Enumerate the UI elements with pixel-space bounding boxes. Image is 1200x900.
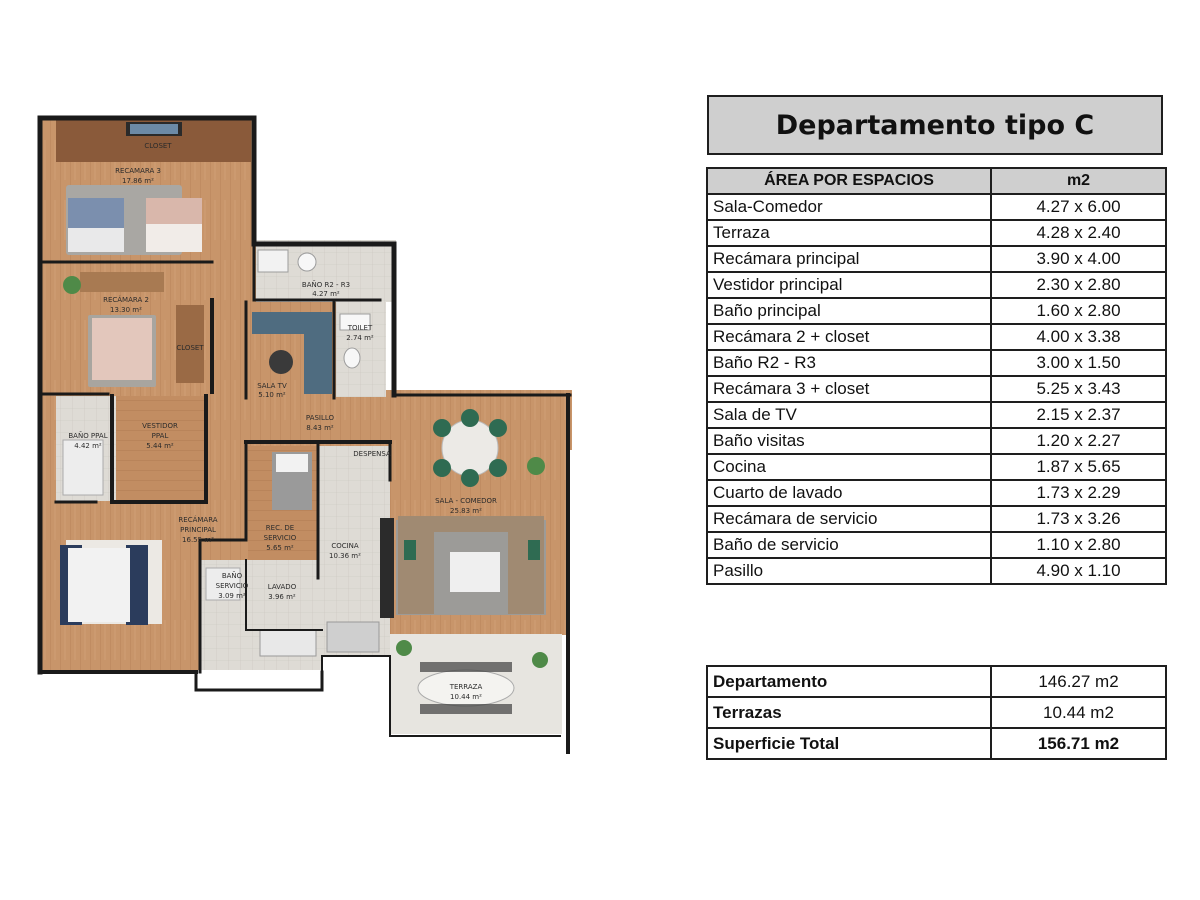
plan-label-rec3: RECAMARA 3: [115, 167, 161, 175]
plan-label-despensa: DESPENSA: [353, 450, 391, 458]
row-value: 1.20 x 2.27: [991, 428, 1166, 454]
table-row: [707, 220, 1166, 246]
plan-label-closet-side: CLOSET: [176, 344, 204, 352]
plan-label-recppal: RECÁMARA: [178, 516, 218, 524]
row-value: 2.15 x 2.37: [991, 402, 1166, 428]
totals-table: [706, 665, 1167, 760]
plan-label-recppal-2: PRINCIPAL: [180, 526, 216, 534]
totals-value: 156.71 m2: [991, 728, 1166, 759]
areas-header-label: ÁREA POR ESPACIOS: [707, 168, 991, 194]
plan-area-toilet: 2.74 m²: [346, 334, 374, 342]
plan-area-pasillo: 8.43 m²: [306, 424, 334, 432]
plan-area-recserv: 5.65 m²: [266, 544, 294, 552]
row-label: Cuarto de lavado: [707, 480, 991, 506]
table-row: [707, 402, 1166, 428]
plan-label-banoserv: BAÑO: [221, 572, 243, 580]
row-label: Recámara principal: [707, 246, 991, 272]
plan-area-salatv: 5.10 m²: [258, 391, 286, 399]
plan-label-toilet: TOILET: [347, 324, 373, 332]
totals-row-departamento: [707, 666, 1166, 697]
plan-area-banoserv: 3.09 m²: [218, 592, 246, 600]
totals-label: Departamento: [707, 666, 991, 697]
row-value: 4.28 x 2.40: [991, 220, 1166, 246]
totals-label: Superficie Total: [707, 728, 991, 759]
row-value: 1.73 x 3.26: [991, 506, 1166, 532]
plan-label-recserv: REC. DE: [265, 524, 295, 532]
row-label: Baño visitas: [707, 428, 991, 454]
row-value: 3.00 x 1.50: [991, 350, 1166, 376]
plan-label-recserv-2: SERVICIO: [263, 534, 297, 542]
plan-label-bano-r2r3: BAÑO R2 - R3: [301, 281, 351, 289]
row-value: 3.90 x 4.00: [991, 246, 1166, 272]
row-value: 1.60 x 2.80: [991, 298, 1166, 324]
plan-label-rec2: RECÁMARA 2: [103, 296, 149, 304]
row-label: Sala de TV: [707, 402, 991, 428]
plan-label-terraza: TERRAZA: [449, 683, 483, 691]
page-title-box: [707, 95, 1163, 155]
plan-label-vestidor-2: PPAL: [151, 432, 169, 440]
plan-area-cocina: 10.36 m²: [329, 552, 361, 560]
row-value: 5.25 x 3.43: [991, 376, 1166, 402]
table-row: [707, 324, 1166, 350]
plan-label-cocina: COCINA: [331, 542, 359, 550]
totals-label: Terrazas: [707, 697, 991, 728]
row-label: Sala-Comedor: [707, 194, 991, 220]
row-label: Baño de servicio: [707, 532, 991, 558]
plan-label-closet-top: CLOSET: [144, 142, 172, 150]
plan-area-recppal: 16.55 m²: [182, 536, 214, 544]
plan-label-pasillo: PASILLO: [305, 414, 335, 422]
row-label: Recámara de servicio: [707, 506, 991, 532]
row-label: Cocina: [707, 454, 991, 480]
totals-row-superficie-total: [707, 728, 1166, 759]
plan-label-salatv: SALA TV: [257, 382, 287, 390]
plan-area-rec2: 13.30 m²: [110, 306, 142, 314]
areas-header-value: m2: [991, 168, 1166, 194]
plan-area-vestidor: 5.44 m²: [146, 442, 174, 450]
plan-label-banoppal: BAÑO PPAL: [68, 432, 108, 440]
row-value: 2.30 x 2.80: [991, 272, 1166, 298]
table-row: [707, 532, 1166, 558]
page-title: Departamento tipo C: [775, 109, 1095, 141]
row-label: Recámara 2 + closet: [707, 324, 991, 350]
plan-area-salacomedor: 25.83 m²: [450, 507, 482, 515]
table-row: [707, 428, 1166, 454]
plan-label-vestidor: VESTIDOR: [142, 422, 178, 430]
areas-table: [706, 167, 1167, 585]
totals-value: 146.27 m2: [991, 666, 1166, 697]
row-label: Baño principal: [707, 298, 991, 324]
table-row: [707, 480, 1166, 506]
table-row: [707, 298, 1166, 324]
plan-label-salacomedor: SALA - COMEDOR: [435, 497, 497, 505]
areas-header-row: [707, 168, 1166, 194]
row-value: 4.27 x 6.00: [991, 194, 1166, 220]
plan-label-banoserv-2: SERVICIO: [215, 582, 249, 590]
table-row: [707, 558, 1166, 584]
totals-row-terrazas: [707, 697, 1166, 728]
plan-area-banoppal: 4.42 m²: [74, 442, 102, 450]
row-label: Pasillo: [707, 558, 991, 584]
table-row: [707, 272, 1166, 298]
row-label: Vestidor principal: [707, 272, 991, 298]
table-row: [707, 194, 1166, 220]
floor-plan: [0, 0, 600, 800]
row-label: Recámara 3 + closet: [707, 376, 991, 402]
table-row: [707, 376, 1166, 402]
table-row: [707, 454, 1166, 480]
plan-label-lavado: LAVADO: [267, 583, 297, 591]
row-value: 1.87 x 5.65: [991, 454, 1166, 480]
plan-area-terraza: 10.44 m²: [450, 693, 482, 701]
table-row: [707, 350, 1166, 376]
row-value: 1.10 x 2.80: [991, 532, 1166, 558]
plan-area-lavado: 3.96 m²: [268, 593, 296, 601]
row-value: 4.00 x 3.38: [991, 324, 1166, 350]
row-label: Terraza: [707, 220, 991, 246]
plan-area-bano-r2r3: 4.27 m²: [312, 290, 340, 298]
plan-area-rec3: 17.86 m²: [122, 177, 154, 185]
table-row: [707, 246, 1166, 272]
row-value: 4.90 x 1.10: [991, 558, 1166, 584]
totals-value: 10.44 m2: [991, 697, 1166, 728]
table-row: [707, 506, 1166, 532]
row-value: 1.73 x 2.29: [991, 480, 1166, 506]
row-label: Baño R2 - R3: [707, 350, 991, 376]
